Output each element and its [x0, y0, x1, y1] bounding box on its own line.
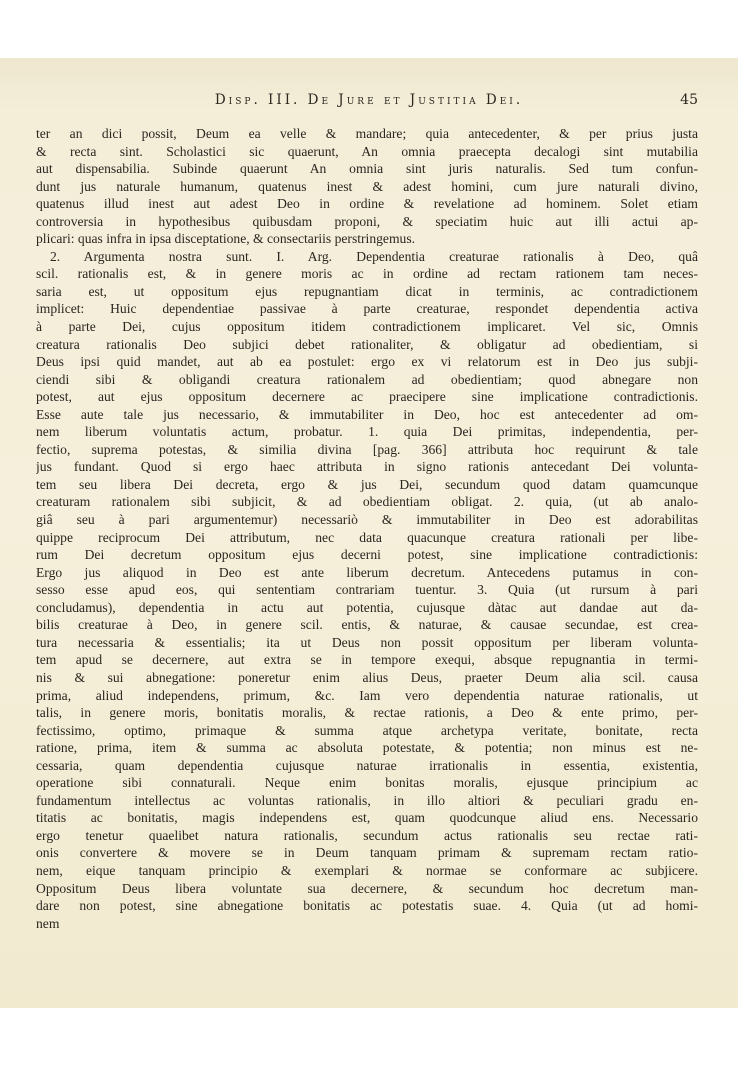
- text-line: dare non potest, sine abnegatione bonitatis ac potestatis suae. 4. Quia (ut ad homi-: [36, 898, 698, 914]
- text-line: Oppositum Deus libera voluntate sua decernere, & secundum hoc decretum man-: [36, 880, 698, 896]
- text-line: saria est, ut oppositum ejus repugnantiam dicat in terminis, ac contradictionem: [36, 283, 698, 299]
- text-line: quippe reciprocum Dei attributum, nec data quacunque creatura rationali per libe-: [36, 529, 698, 545]
- text-line: concludamus), dependentia in actu aut potentia, cujusque dàtac aut dandae aut da-: [36, 599, 698, 615]
- book-page: [0, 58, 738, 1008]
- text-line: giâ seu à pari argumentemur) necessariò & immutabiliter in Deo est adorabilitas: [36, 512, 698, 528]
- text-line: implicet: Huic dependentiae passivae à parte creaturae, respondet dependentia activa: [36, 301, 698, 317]
- text-line: tura necessaria & essentialis; ita ut Deus non possit oppositum per liberam volunta-: [36, 634, 698, 650]
- text-line: tem seu libera Dei decreta, ergo & jus Dei, secundum quod datam quamcunque: [36, 476, 698, 492]
- text-line: ter an dici possit, Deum ea velle & mandare; quia antecedenter, & per prius justa: [36, 126, 698, 141]
- text-line: scil. rationalis est, & in genere moris ac in ordine ad rectam rationem tam neces-: [36, 266, 698, 282]
- text-line: Deus ipsi quid mandet, aut ab ea postulet: ergo ex vi relatorum est in Deo jus subji-: [36, 354, 698, 370]
- text-line: talis, in genere moris, bonitatis moralis, & rectae rationis, a Deo & ente primo, per-: [36, 705, 698, 721]
- text-line: onis convertere & movere se in Deum tanquam primam & supremam rectam ratio-: [36, 845, 698, 861]
- page-header: [40, 92, 698, 112]
- text-line: potest, aut ejus oppositum decernere ac praecipere sine implicatione contradictionis.: [36, 389, 698, 405]
- running-title: Disp. III. De Jure et Justitia Dei.: [214, 92, 524, 108]
- text-line: sesso esse apud eos, qui sententiam contrariam tuentur. 3. Quia (ut rursum à pari: [36, 582, 698, 598]
- text-line: Esse aute tale jus necessario, & immutabiliter in Deo, hoc est antecedenter ad om-: [36, 406, 698, 422]
- text-line: ergo tenetur quaelibet natura rationalis, secundum actus rationalis seu rectae rati-: [36, 827, 698, 843]
- text-line: plicari: quas infra in ipsa disceptatione, & consectariis perstringemus.: [36, 231, 416, 247]
- text-line: fectio, suprema potestas, & similia divina [pag. 366] attributa hoc requirunt & tale: [36, 441, 698, 457]
- text-line: titatis ac bonitatis, magis independens est, quam quodcunque aliud ens. Necessario: [36, 810, 698, 826]
- text-line: nem liberum voluntatis actum, probatur. 1. quia Dei primitas, independentia, per-: [36, 424, 698, 440]
- text-line: tem apud se decernere, aut extra se in tempore exequi, absque repugnantia in termi-: [36, 652, 698, 668]
- text-line: creaturam rationalem sibi subjicit, & ad obedientiam obligat. 2. quia, (ut ab analo-: [36, 494, 698, 510]
- text-line: ratione, prima, item & summa ac absoluta potestate, & potentia; non minus est ne-: [36, 740, 698, 756]
- text-line: à parte Dei, cujus oppositum itidem contradictionem implicaret. Vel sic, Omnis: [36, 319, 698, 335]
- text-line: dunt jus naturale humanum, quatenus inest & adest homini, cum jure naturali divino,: [36, 178, 698, 194]
- text-line: & recta sint. Scholastici sic quaerunt, An omnia praecepta decalogi sint mutabilia: [36, 143, 698, 159]
- page-number: 45: [680, 92, 698, 108]
- text-line: fectissimo, optimo, primaque & summa atque archetypa veritate, bonitate, recta: [36, 722, 698, 738]
- text-line: Ergo jus aliquod in Deo est ante liberum decretum. Antecedens putamus in con-: [36, 564, 698, 580]
- text-line: operatione sibi connaturali. Neque enim bonitas moralis, ejusque principium ac: [36, 775, 698, 791]
- text-line: cessaria, quam dependentia cujusque naturae irrationalis in essentia, existentia,: [36, 757, 698, 773]
- body-text: [36, 125, 698, 950]
- text-line: nem, eique tanquam principio & exemplari & normae se conformare ac subjicere.: [36, 862, 698, 878]
- text-line: prima, aliud independens, primum, &c. Iam vero dependentia naturae rationalis, ut: [36, 687, 698, 703]
- text-line: jus fundant. Quod si ergo haec attributa in signo rationis antecedant Dei volunta-: [36, 459, 698, 475]
- catchword-line: [36, 932, 698, 950]
- text-line: controversia in hypothesibus quibusdam proponi, & speciatim huic aut illi actui ap-: [36, 213, 698, 229]
- text-line: rum Dei decretum oppositum ejus decerni potest, sine implicatione contradictionis:: [36, 547, 698, 563]
- paragraph-start-line: 2. Argumenta nostra sunt. I. Arg. Dependentia creaturae rationalis à Deo, quâ: [50, 248, 698, 264]
- text-line: aut dispensabilia. Subinde quaerunt An omnia sint juris naturalis. Sed tum confun-: [36, 161, 698, 177]
- text-line: nem: [36, 915, 60, 931]
- text-line: fundamentum intellectus ac voluntas rationalis, in illo altiori & peculiari gradu en-: [36, 792, 698, 808]
- text-line: bilis creaturae à Deo, in genere scil. entis, & naturae, & causae secundae, est crea-: [36, 617, 698, 633]
- text-line: nis & sui abnegatione: poneretur enim alius Deus, praeter Deum alia scil. causa: [36, 669, 698, 685]
- text-line: creatura rationalis Deo subjici debet rationaliter, & obligatur ad obedientiam, si: [36, 336, 698, 352]
- text-line: ciendi sibi & obligandi creatura rationalem ad obedientiam; quod abnegare non: [36, 371, 698, 387]
- text-line: quatenus illud inest aut adest Deo in ordine & revelatione ad hominem. Solet etiam: [36, 196, 698, 212]
